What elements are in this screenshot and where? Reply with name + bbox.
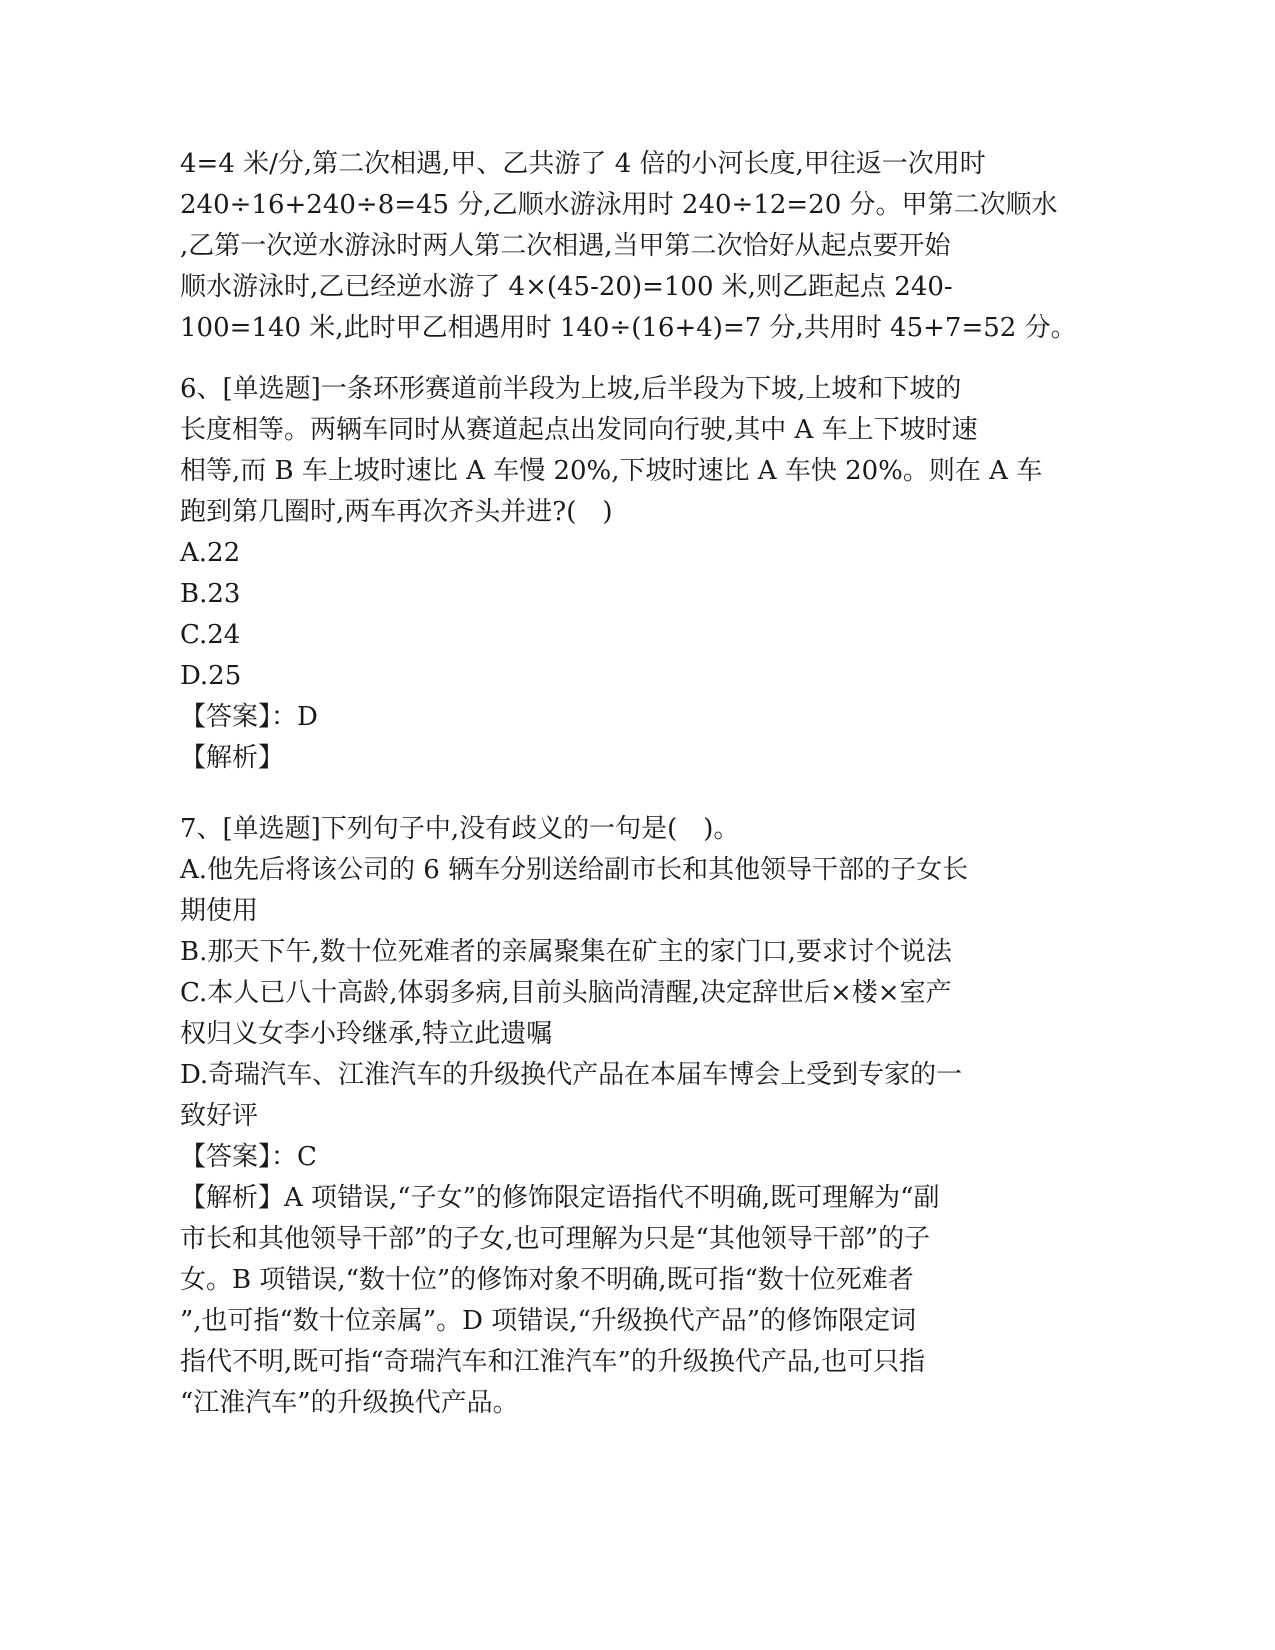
option-d-continued: 致好评: [180, 1101, 259, 1131]
question-stem: [180, 369, 1080, 533]
text-line: 相等,而 B 车上坡时速比 A 车慢 20%,下坡时速比 A 车快 20%。则在 A 车: [180, 456, 1043, 486]
text-line: ”,也可指“数十位亲属”。D 项错误,“升级换代产品”的修饰限定词: [180, 1306, 917, 1336]
document-page: [180, 144, 1080, 1424]
carryover-explanation: [180, 144, 1080, 349]
text-line: 240÷16+240÷8=45 分,乙顺水游泳用时 240÷12=20 分。甲第二次顺水: [180, 190, 1058, 220]
analysis-line: 【解析】: [180, 743, 285, 773]
text-line: 市长和其他领导干部”的子女,也可理解为只是“其他领导干部”的子: [180, 1224, 931, 1254]
text-line: 100=140 米,此时甲乙相遇用时 140÷(16+4)=7 分,共用时 45+7=52 分。: [180, 313, 1077, 343]
analysis-block: [180, 1178, 1080, 1424]
option-d: D.奇瑞汽车、江淮汽车的升级换代产品在本届车博会上受到专家的一: [180, 1060, 963, 1090]
spacer: [180, 349, 1080, 369]
text-line: 4=4 米/分,第二次相遇,甲、乙共游了 4 倍的小河长度,甲往返一次用时: [180, 149, 986, 179]
text-line: 【解析】A 项错误,“子女”的修饰限定语指代不明确,既可理解为“副: [180, 1183, 940, 1213]
text-line: 跑到第几圈时,两车再次齐头并进?( ): [180, 497, 613, 527]
option-a: A.22: [180, 538, 241, 568]
text-line: 指代不明,既可指“奇瑞汽车和江淮汽车”的升级换代产品,也可只指: [180, 1347, 926, 1377]
option-d: D.25: [180, 661, 242, 691]
text-line: 长度相等。两辆车同时从赛道起点出发同向行驶,其中 A 车上下坡时速: [180, 415, 978, 445]
spacer: [180, 779, 1080, 809]
text-line: 女。B 项错误,“数十位”的修饰对象不明确,既可指“数十位死难者: [180, 1265, 914, 1295]
option-c: C.本人已八十高龄,体弱多病,目前头脑尚清醒,决定辞世后×楼×室产: [180, 978, 952, 1008]
text-line: 6、[单选题]一条环形赛道前半段为上坡,后半段为下坡,上坡和下坡的: [180, 374, 962, 404]
question-7: [180, 809, 1080, 1424]
text-line: 顺水游泳时,乙已经逆水游了 4×(45-20)=100 米,则乙距起点 240-: [180, 272, 953, 302]
option-a: A.他先后将该公司的 6 辆车分别送给副市长和其他领导干部的子女长: [180, 855, 969, 885]
question-6: [180, 369, 1080, 779]
text-line: “江淮汽车”的升级换代产品。: [180, 1388, 519, 1418]
option-c: C.24: [180, 620, 241, 650]
answer-line: 【答案】：C: [180, 1142, 317, 1172]
question-stem: 7、[单选题]下列句子中,没有歧义的一句是( )。: [180, 814, 740, 844]
option-list: [180, 850, 1080, 1137]
option-c-continued: 权归义女李小玲继承,特立此遗嘱: [180, 1019, 553, 1049]
option-b: B.23: [180, 579, 241, 609]
option-b: B.那天下午,数十位死难者的亲属聚集在矿主的家门口,要求讨个说法: [180, 937, 952, 967]
option-list: [180, 533, 1080, 697]
answer-line: 【答案】：D: [180, 702, 318, 732]
option-a-continued: 期使用: [180, 896, 259, 926]
text-line: ,乙第一次逆水游泳时两人第二次相遇,当甲第二次恰好从起点要开始: [180, 231, 951, 261]
